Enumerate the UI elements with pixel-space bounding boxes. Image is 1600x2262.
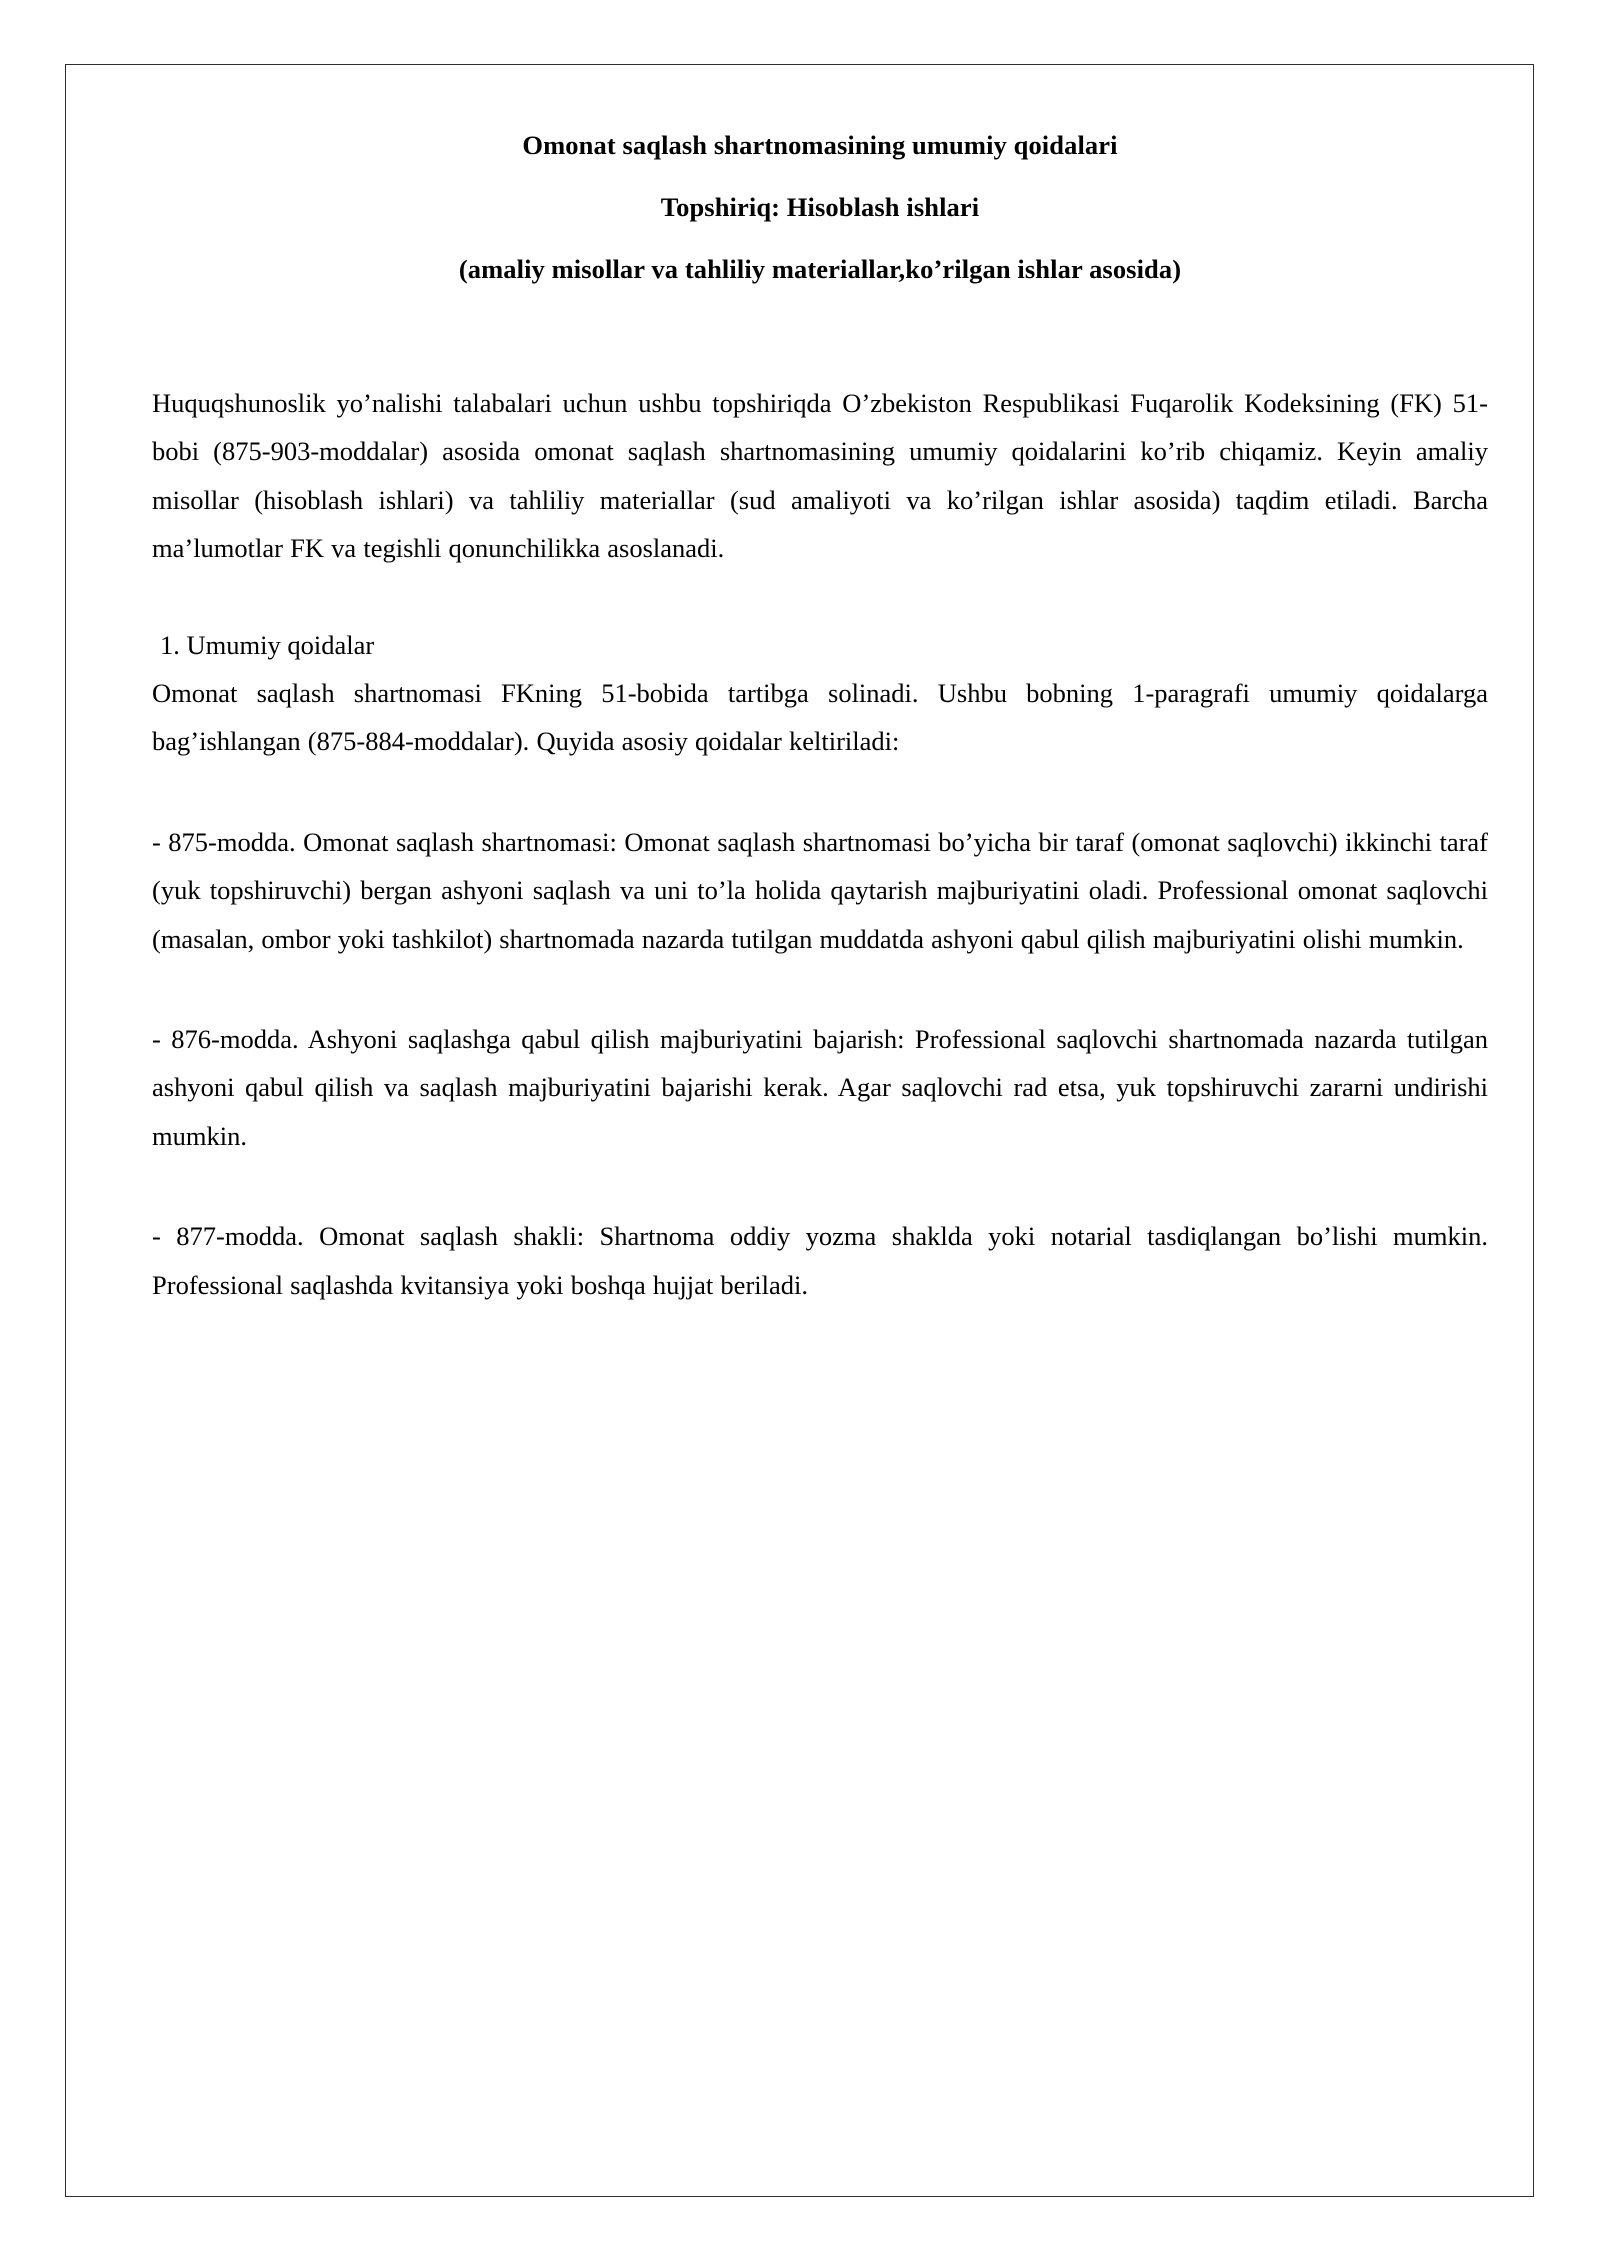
title-block [152,65,1488,297]
article-875-paragraph: - 875-modda. Omonat saqlash shartnomasi: Omonat saqlash shartnomasi bo’yicha bir taraf (omonat saqlovchi) ikkinchi taraf (yuk topshiruvchi) bergan ashyoni saqlash va uni to’la holida qaytarish majburiyatini oladi. Professional omonat saqlovchi (masalan, ombor yoki tashkilot) shartnomada nazarda tutilgan muddatda ashyoni qabul qilish majburiyatini olishi mumkin. [152,826,1488,954]
intro-paragraph: Huquqshunoslik yo’nalishi talabalari uchun ushbu topshiriqda O’zbekiston Respublikasi Fuqarolik Kodeksining (FK) 51-bobi (875-903-moddalar) asosida omonat saqlash shartnomasining umumiy qoidalarini ko’rib chiqamiz. Keyin amaliy misollar (hisoblash ishlari) va tahliliy materiallar (sud amaliyoti va ko’rilgan ishlar asosida) taqdim etiladi. Barcha ma’lumotlar FK va tegishli qonunchilikka asoslanadi. [152,388,1488,564]
article-spacer-2 [152,963,1488,1015]
article-spacer-3 [152,1160,1488,1212]
document-subtitle-basis: (amaliy misollar va tahliliy materiallar,ko’rilgan ishlar asosida) [458,254,1182,284]
document-subtitle-task: Topshiriq: Hisoblash ishlari [660,192,980,222]
section-heading-umumiy-qoidalar: 1. Umumiy qoidalar [160,629,375,660]
title-body-spacer [152,297,1488,379]
document-content [152,65,1488,1309]
document-title: Omonat saqlash shartnomasining umumiy qoidalari [522,130,1118,160]
intro-section-spacer [152,573,1488,621]
section-intro-paragraph: Omonat saqlash shartnomasi FKning 51-bobida tartibga solinadi. Ushbu bobning 1-paragrafi umumiy qoidalarga bag’ishlangan (875-884-moddalar). Quyida asosiy qoidalar keltiriladi: [152,678,1488,757]
article-876-paragraph: - 876-modda. Ashyoni saqlashga qabul qilish majburiyatini bajarish: Professional saqlovchi shartnomada nazarda tutilgan ashyoni qabul qilish va saqlash majburiyatini bajarishi kerak. Agar saqlovchi rad etsa, yuk topshiruvchi zararni undirishi mumkin. [152,1024,1488,1151]
article-spacer-1 [152,766,1488,818]
article-877-paragraph: - 877-modda. Omonat saqlash shakli: Shartnoma oddiy yozma shaklda yoki notarial tasdiqlangan bo’lishi mumkin. Professional saqlashda kvitansiya yoki boshqa hujjat beriladi. [152,1221,1488,1300]
document-page [65,64,1534,2197]
